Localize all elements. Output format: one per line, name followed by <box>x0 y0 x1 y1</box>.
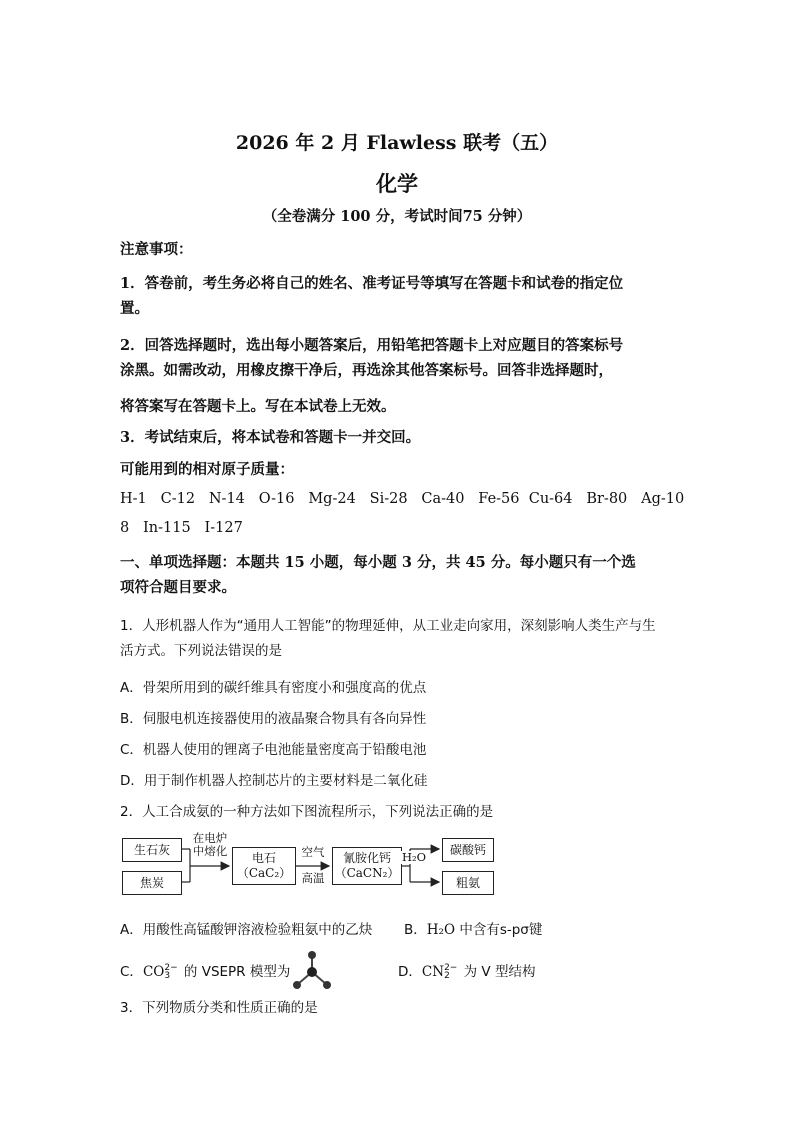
exam-title: 2026 年 2 月 Flawless 联考（五） <box>235 132 559 154</box>
q1-stem-line-2: 活方式。下列说法错误的是 <box>120 643 282 659</box>
q2-option-b-suffix: 中含有s-pσ键 <box>455 922 543 938</box>
notice-item-2-line-3: 将答案写在答题卡上。写在本试卷上无效。 <box>120 398 396 415</box>
q1-option-b: B．伺服电机连接器使用的液晶聚合物具有各向异性 <box>120 711 427 727</box>
q2-option-c-charge: 2− <box>164 963 178 973</box>
flow-box-cyanamide-formula: （CaCN₂） <box>334 866 400 880</box>
atomic-mass-list-line-2: 8 In-115 I-127 <box>120 520 243 536</box>
vsepr-trigonal-planar-model-icon <box>290 950 334 994</box>
flow-box-cyanamide-name: 氰胺化钙 <box>342 851 391 865</box>
q3-stem: 3．下列物质分类和性质正确的是 <box>120 1000 318 1016</box>
flow-box-carbide-name: 电石 <box>251 851 276 865</box>
exam-note: （全卷满分 100 分，考试时间75 分钟） <box>262 208 532 225</box>
q2-option-d-ion: CN <box>421 964 445 980</box>
flow-box-crude-ammonia: 粗氨 <box>442 871 494 895</box>
flow-box-quicklime: 生石灰 <box>122 838 182 862</box>
notice-item-2-line-1: 2．回答选择题时，选出每小题答案后，用铅笔把答题卡上对应题目的答案标号 <box>120 337 624 354</box>
notice-item-3: 3．考试结束后，将本试卷和答题卡一并交回。 <box>120 429 421 446</box>
q1-option-a: A．骨架所用到的碳纤维具有密度小和强度高的优点 <box>120 680 427 696</box>
q2-option-d-suffix: 为 V 型结构 <box>459 964 536 980</box>
subject-title: 化学 <box>376 171 418 196</box>
notice-item-1-line-1: 1．答卷前，考生务必将自己的姓名、准考证号等填写在答题卡和试卷的指定位 <box>120 275 624 292</box>
flow-box-carbide <box>232 847 296 885</box>
flow-arrow-3-label: H₂O <box>401 850 427 864</box>
flow-arrow-2-label-top: 空气 <box>301 845 325 859</box>
flow-arrow-1-label-line-2: 中熔化 <box>192 844 228 858</box>
notice-item-2-line-2: 涂黑。如需改动，用橡皮擦干净后，再选涂其他答案标号。回答非选择题时， <box>120 362 613 379</box>
q2-option-c <box>120 960 290 980</box>
notice-item-1-line-2: 置。 <box>120 300 149 317</box>
flow-box-calcium-cyanamide <box>332 847 402 885</box>
q2-option-d <box>398 960 535 980</box>
q1-option-d: D．用于制作机器人控制芯片的主要材料是二氧化硅 <box>120 773 428 789</box>
q2-option-b-prefix: B． <box>404 922 427 938</box>
flow-box-coke: 焦炭 <box>122 871 182 895</box>
flow-box-calcium-carbonate: 碳酸钙 <box>442 838 494 862</box>
q2-option-b-formula: H₂O <box>426 922 456 938</box>
q2-option-c-prefix: C． <box>120 964 143 980</box>
flow-box-carbide-formula: （CaC₂） <box>236 866 292 880</box>
q2-option-b <box>404 918 542 938</box>
q1-stem-line-1: 1．人形机器人作为“通用人工智能”的物理延伸，从工业走向家用，深刻影响人类生产与生 <box>120 618 656 634</box>
flow-arrow-1-label <box>188 832 232 858</box>
flow-arrow-2-label-bottom: 高温 <box>301 871 325 885</box>
notice-heading: 注意事项： <box>120 241 193 258</box>
q2-option-c-suffix: 的 VSEPR 模型为 <box>179 964 291 980</box>
section-heading-line-2: 项符合题目要求。 <box>120 579 236 596</box>
section-heading-line-1: 一、单项选择题：本题共 15 小题，每小题 3 分，共 45 分。每小题只有一个选 <box>120 554 636 571</box>
q2-stem: 2．人工合成氨的一种方法如下图流程所示，下列说法正确的是 <box>120 804 494 820</box>
q2-option-d-subscript: 2 <box>444 971 450 981</box>
atomic-mass-heading: 可能用到的相对原子质量： <box>120 461 294 478</box>
q2-option-c-subscript: 3 <box>164 971 171 981</box>
q2-option-d-prefix: D． <box>398 964 422 980</box>
q2-option-a: A．用酸性高锰酸钾溶液检验粗氨中的乙炔 <box>120 922 373 938</box>
q2-option-d-charge: 2− <box>444 963 458 973</box>
q2-option-c-ion: CO <box>142 964 165 980</box>
q1-option-c: C．机器人使用的锂离子电池能量密度高于铅酸电池 <box>120 742 427 758</box>
atomic-mass-list-line-1: H-1 C-12 N-14 O-16 Mg-24 Si-28 Ca-40 Fe-56 Cu-64 Br-80 Ag-10 <box>120 491 685 507</box>
flow-arrow-1-label-line-1: 在电炉 <box>192 831 228 845</box>
